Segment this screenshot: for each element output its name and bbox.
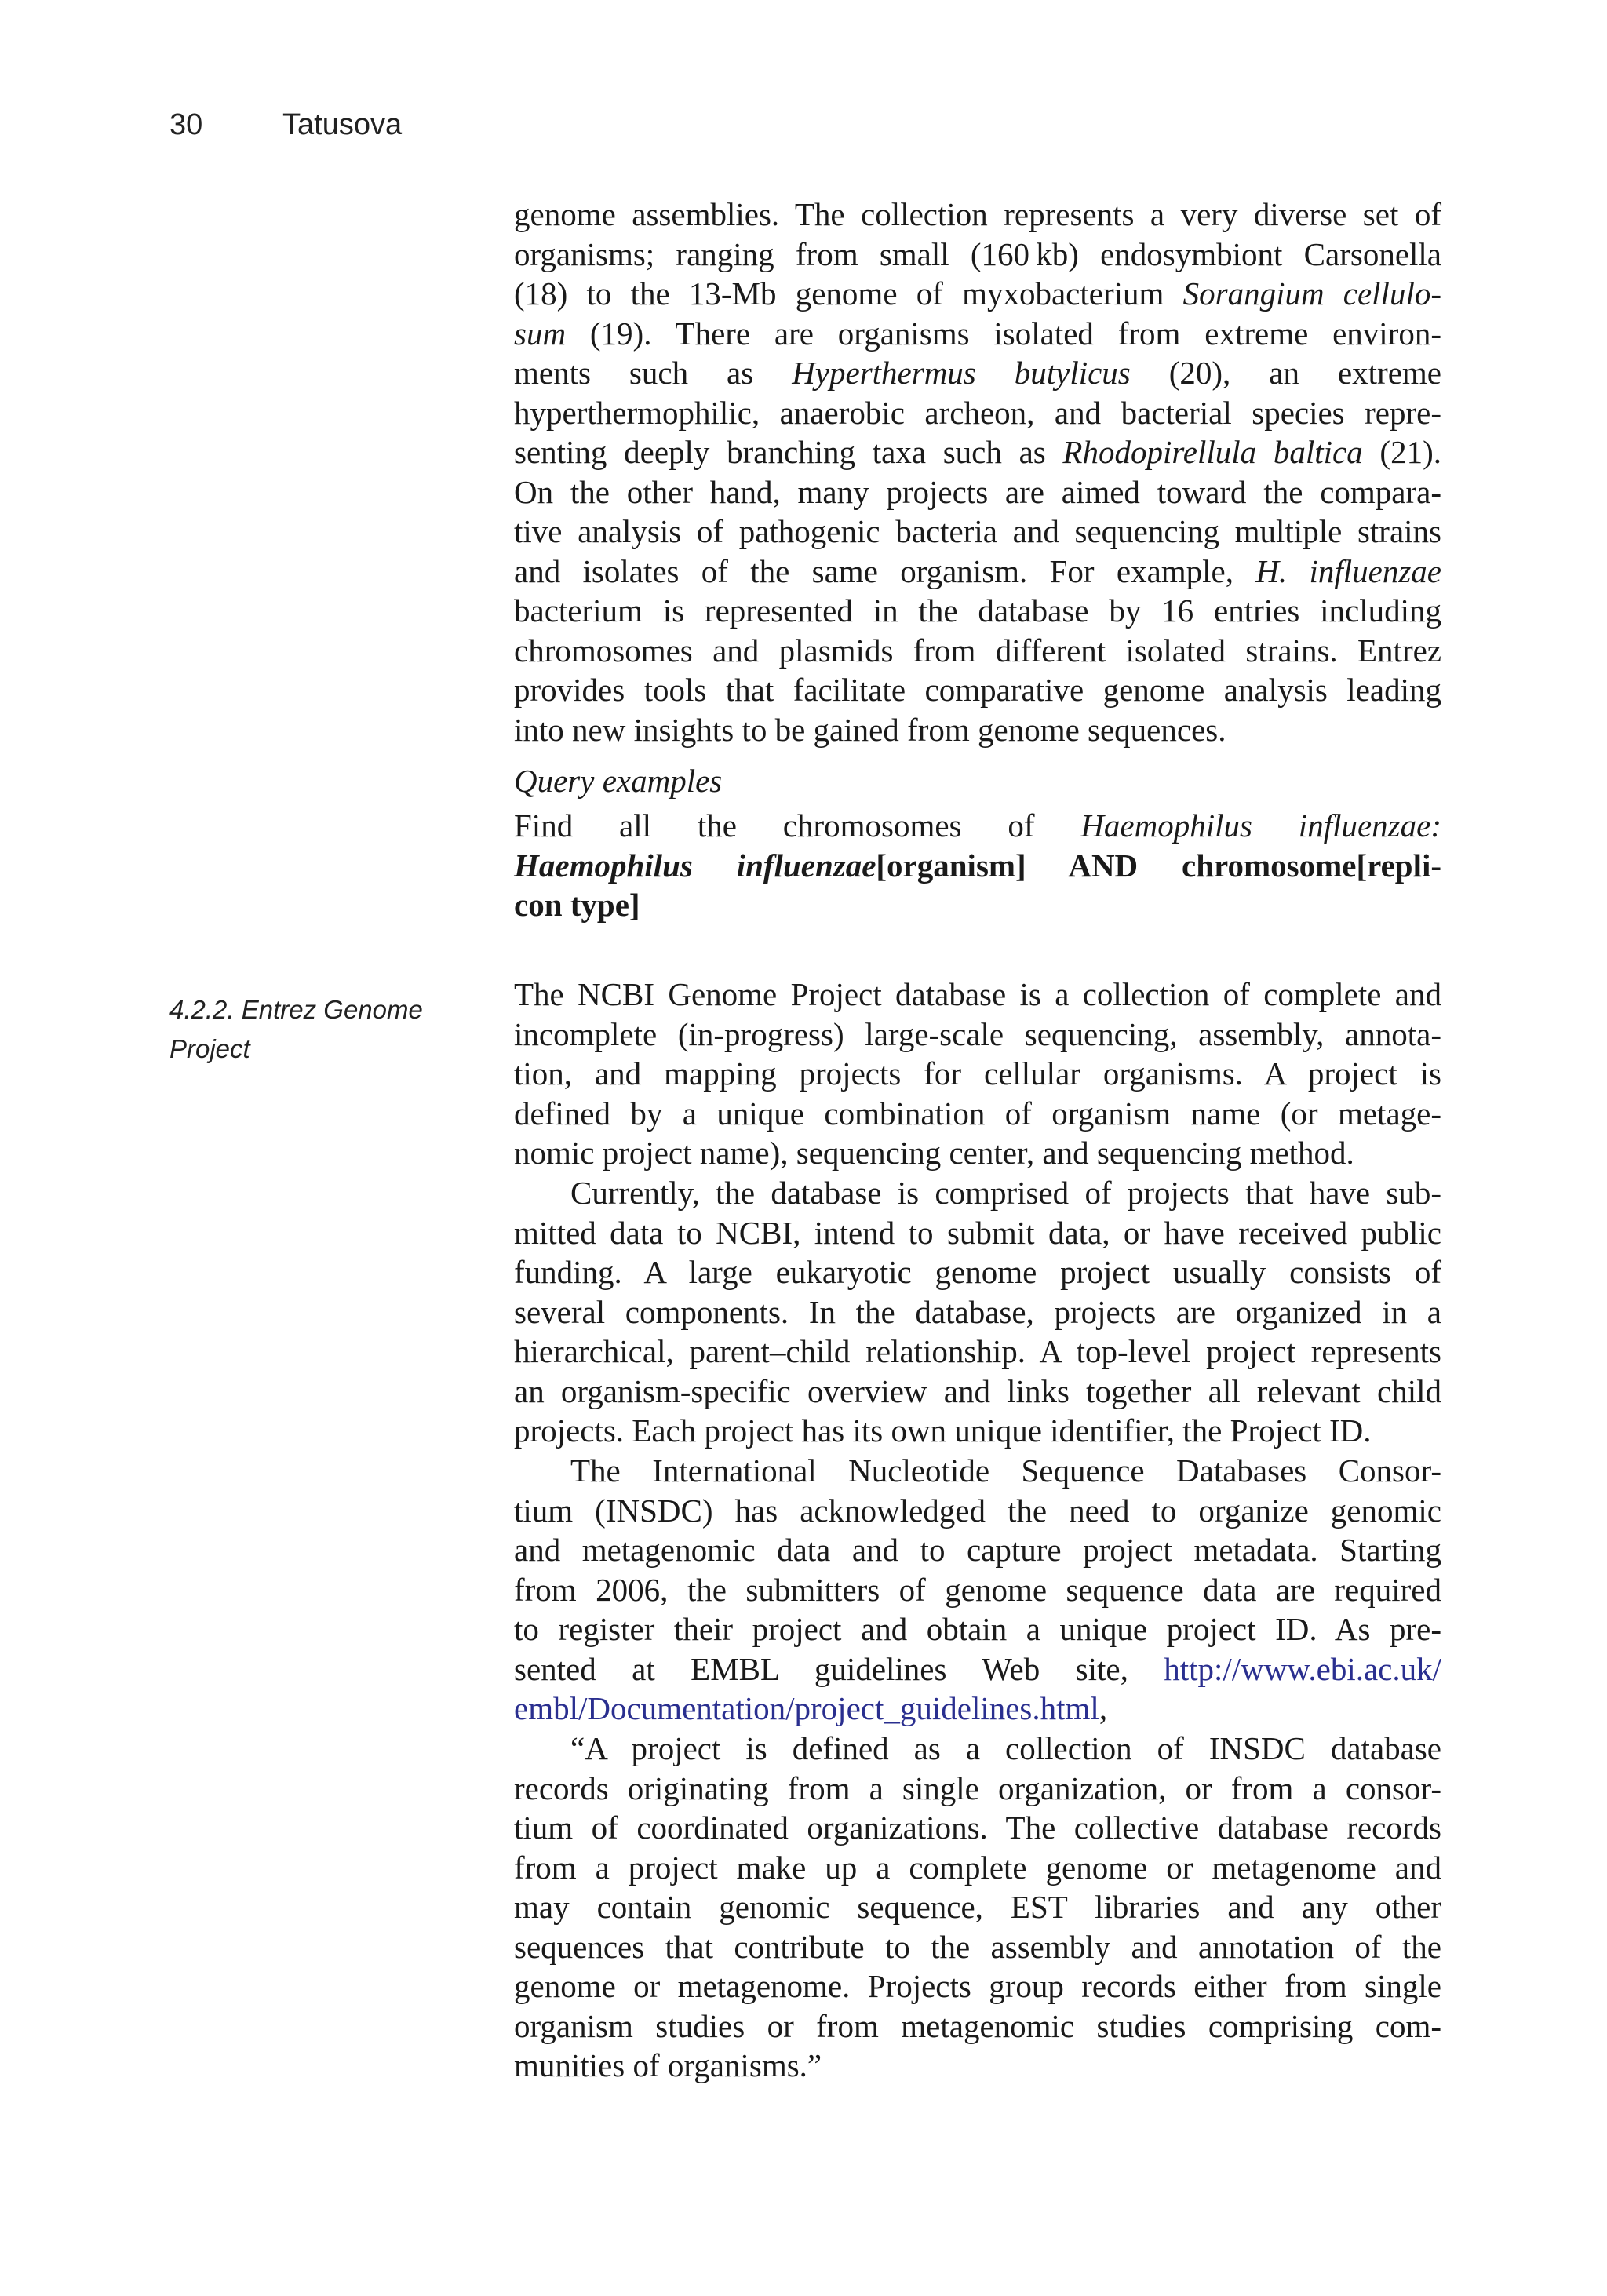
text-line bbox=[514, 195, 1441, 235]
text-run: projects. Each project has its own unique identifier, the Project ID. bbox=[514, 1412, 1372, 1449]
url-link[interactable]: http://www.ebi.ac.uk/ bbox=[1164, 1650, 1441, 1687]
text-line bbox=[514, 1729, 1441, 1769]
text-line bbox=[514, 591, 1441, 631]
text-run: On the other hand, many projects are aimed toward the compara- bbox=[514, 473, 1441, 510]
text-line bbox=[514, 631, 1441, 671]
section-paragraph-4 bbox=[514, 1729, 1441, 2086]
text-run: mitted data to NCBI, intend to submit data, or have received public bbox=[514, 1214, 1441, 1251]
text-run: and metagenomic data and to capture project metadata. Starting bbox=[514, 1532, 1441, 1568]
text-line bbox=[514, 1530, 1441, 1570]
text-line bbox=[514, 1094, 1441, 1134]
text-line bbox=[514, 1689, 1441, 1729]
url-link[interactable]: embl/Documentation/project_guidelines.html bbox=[514, 1690, 1099, 1726]
text-line bbox=[514, 552, 1441, 592]
text-run: Sorangium cellulo- bbox=[1182, 275, 1441, 312]
text-line bbox=[514, 1808, 1441, 1848]
text-line bbox=[514, 1769, 1441, 1809]
text-run: defined by a unique combination of organism name (or metage- bbox=[514, 1095, 1441, 1132]
text-run: (19). There are organisms isolated from extreme environ- bbox=[566, 315, 1441, 352]
text-run: sented at EMBL guidelines Web site, bbox=[514, 1650, 1164, 1687]
text-run: from 2006, the submitters of genome sequence data are required bbox=[514, 1571, 1441, 1608]
text-run: Find all the chromosomes of bbox=[514, 807, 1081, 844]
text-line bbox=[514, 1848, 1441, 1888]
text-line bbox=[514, 353, 1441, 393]
text-line bbox=[514, 1491, 1441, 1531]
text-run: nomic project name), sequencing center, and sequencing method. bbox=[514, 1135, 1354, 1171]
text-run: ments such as bbox=[514, 355, 793, 391]
text-line bbox=[514, 2006, 1441, 2046]
top-paragraph bbox=[514, 195, 1441, 749]
text-run: Rhodopirellula baltica bbox=[1062, 434, 1363, 470]
text-line bbox=[514, 1054, 1441, 1094]
text-run: from a project make up a complete genome or metagenome and bbox=[514, 1849, 1441, 1886]
text-run: tium (INSDC) has acknowledged the need to organize genomic bbox=[514, 1492, 1441, 1529]
text-run: tion, and mapping projects for cellular organisms. A project is bbox=[514, 1055, 1441, 1092]
text-run: organism studies or from metagenomic studies comprising com- bbox=[514, 2007, 1441, 2044]
text-run: munities of organisms.” bbox=[514, 2047, 822, 2083]
text-line bbox=[514, 670, 1441, 710]
text-line bbox=[514, 2046, 1441, 2086]
text-run: provides tools that facilitate comparative genome analysis leading bbox=[514, 672, 1441, 708]
text-line bbox=[514, 472, 1441, 512]
page-number: 30 bbox=[169, 108, 203, 141]
query-example bbox=[514, 806, 1441, 925]
text-line bbox=[514, 1213, 1441, 1253]
text-run: [organism] AND chromosome[repli- bbox=[876, 847, 1442, 884]
text-run: an organism-specific overview and links together all relevant child bbox=[514, 1372, 1441, 1409]
text-run: H. influenzae bbox=[1255, 552, 1442, 589]
text-run: organisms; ranging from small (160 kb) endosymbiont Carsonella bbox=[514, 235, 1441, 272]
text-run: records originating from a single organization, or from a consor- bbox=[514, 1769, 1441, 1806]
query-heading: Query examples bbox=[514, 763, 723, 799]
text-line bbox=[514, 1451, 1441, 1491]
text-run: bacterium is represented in the database by 16 entries including bbox=[514, 592, 1441, 629]
text-run: con type] bbox=[514, 887, 640, 923]
text-line bbox=[514, 1887, 1441, 1927]
text-run: Currently, the database is comprised of projects that have sub- bbox=[570, 1175, 1441, 1211]
text-run: into new insights to be gained from genome sequences. bbox=[514, 711, 1226, 748]
text-run: (21). bbox=[1362, 434, 1441, 470]
text-run: sum bbox=[514, 315, 567, 352]
text-line bbox=[514, 314, 1441, 354]
text-run: senting deeply branching taxa such as bbox=[514, 434, 1063, 470]
text-line bbox=[514, 1252, 1441, 1292]
text-run: The International Nucleotide Sequence Databases Consor- bbox=[570, 1452, 1441, 1489]
text-line bbox=[514, 1649, 1441, 1689]
text-run: hyperthermophilic, anaerobic archeon, and bacterial species repre- bbox=[514, 394, 1441, 431]
text-line bbox=[514, 1966, 1441, 2006]
text-run: tive analysis of pathogenic bacteria and sequencing multiple strains bbox=[514, 513, 1441, 549]
text-run: incomplete (in-progress) large-scale sequencing, assembly, annota- bbox=[514, 1015, 1441, 1052]
text-run: Haemophilus influenzae bbox=[514, 847, 876, 884]
text-run: , bbox=[1099, 1690, 1108, 1726]
text-run: (18) to the 13-Mb genome of myxobacterium bbox=[514, 275, 1183, 312]
text-line bbox=[514, 1927, 1441, 1967]
text-line bbox=[514, 1015, 1441, 1055]
text-run: hierarchical, parent–child relationship. A top-level project represents bbox=[514, 1333, 1441, 1369]
text-line bbox=[514, 393, 1441, 433]
text-line bbox=[514, 1570, 1441, 1610]
text-line bbox=[514, 235, 1441, 275]
text-line bbox=[514, 1292, 1441, 1332]
text-line bbox=[514, 806, 1441, 846]
sidenote-line: Project bbox=[169, 1034, 250, 1063]
text-run: (20), an extreme bbox=[1130, 355, 1441, 391]
section-paragraph-3 bbox=[514, 1451, 1441, 1729]
text-run: funding. A large eukaryotic genome project usually consists of bbox=[514, 1254, 1441, 1290]
text-run: may contain genomic sequence, EST libraries and any other bbox=[514, 1889, 1441, 1925]
text-line bbox=[514, 710, 1441, 750]
section-paragraph-1 bbox=[514, 975, 1441, 1173]
running-head-author: Tatusova bbox=[282, 108, 403, 141]
text-run: “A project is defined as a collection of INSDC database bbox=[570, 1730, 1441, 1766]
text-run: The NCBI Genome Project database is a collection of complete and bbox=[514, 976, 1441, 1012]
text-line bbox=[514, 975, 1441, 1015]
text-run: Haemophilus influenzae: bbox=[1080, 807, 1441, 844]
text-run: genome assemblies. The collection represents a very diverse set of bbox=[514, 196, 1441, 232]
text-line bbox=[514, 274, 1441, 314]
text-line bbox=[514, 1332, 1441, 1372]
text-run: Hyperthermus butylicus bbox=[792, 355, 1131, 391]
text-line bbox=[514, 846, 1441, 886]
text-run: and isolates of the same organism. For example, bbox=[514, 552, 1256, 589]
section-sidenote bbox=[169, 990, 428, 1069]
section-paragraph-2 bbox=[514, 1173, 1441, 1451]
text-line bbox=[514, 1133, 1441, 1173]
text-run: to register their project and obtain a unique project ID. As pre- bbox=[514, 1611, 1441, 1647]
text-line bbox=[514, 432, 1441, 472]
text-run: genome or metagenome. Projects group records either from single bbox=[514, 1968, 1441, 2004]
text-run: sequences that contribute to the assembly and annotation of the bbox=[514, 1928, 1441, 1965]
text-line bbox=[514, 1173, 1441, 1213]
text-run: tium of coordinated organizations. The collective database records bbox=[514, 1809, 1441, 1846]
text-line bbox=[514, 512, 1441, 552]
text-line bbox=[514, 1609, 1441, 1649]
sidenote-line: 4.2.2. Entrez Genome bbox=[169, 995, 423, 1024]
text-line bbox=[514, 885, 1441, 925]
text-line bbox=[514, 1372, 1441, 1412]
text-run: chromosomes and plasmids from different isolated strains. Entrez bbox=[514, 632, 1441, 669]
text-run: several components. In the database, projects are organized in a bbox=[514, 1293, 1441, 1330]
running-head bbox=[169, 108, 402, 142]
text-line bbox=[514, 1411, 1441, 1451]
